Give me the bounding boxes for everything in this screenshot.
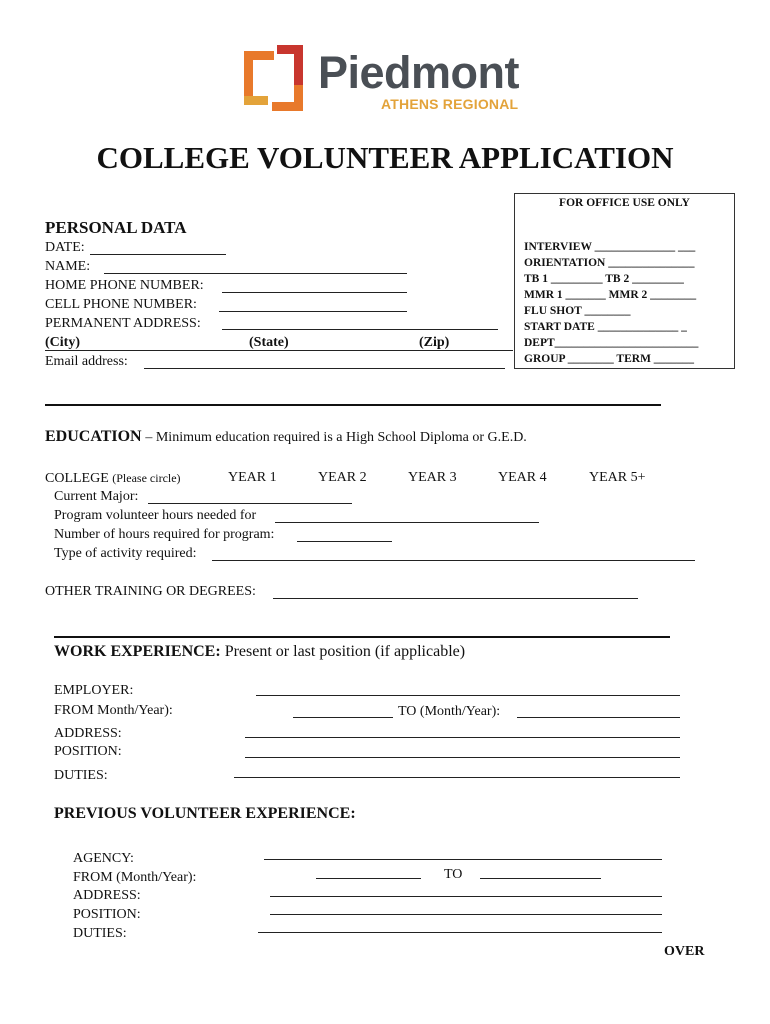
employer-field[interactable]: [256, 695, 680, 696]
work-heading: WORK EXPERIENCE:: [54, 643, 221, 660]
work-note: Present or last position (if applicable): [224, 643, 466, 660]
office-row-flu-shot[interactable]: FLU SHOT ________: [524, 305, 631, 317]
work-address-field[interactable]: [245, 737, 680, 738]
office-use-box: [514, 193, 735, 369]
volunteer-position-label: POSITION:: [73, 907, 141, 922]
year-4-option[interactable]: YEAR 4: [498, 470, 547, 485]
work-position-label: POSITION:: [54, 744, 122, 759]
section-divider: [45, 404, 661, 406]
piedmont-logo-icon: [244, 45, 306, 111]
college-label: COLLEGE: [45, 471, 109, 486]
year-3-option[interactable]: YEAR 3: [408, 470, 457, 485]
email-label: Email address:: [45, 354, 128, 369]
home-phone-label: HOME PHONE NUMBER:: [45, 278, 204, 293]
office-row-orientation[interactable]: ORIENTATION _______________: [524, 257, 695, 269]
volunteer-to-label: TO: [444, 867, 463, 882]
volunteer-heading: PREVIOUS VOLUNTEER EXPERIENCE:: [54, 805, 356, 822]
volunteer-duties-label: DUTIES:: [73, 926, 127, 941]
volunteer-to-field[interactable]: [480, 878, 601, 879]
major-field[interactable]: [148, 503, 352, 504]
volunteer-duties-field[interactable]: [258, 932, 662, 933]
section-divider: [54, 636, 670, 638]
work-duties-label: DUTIES:: [54, 768, 108, 783]
volunteer-address-field[interactable]: [270, 896, 662, 897]
circle-note: (Please circle): [112, 471, 181, 485]
office-use-header: FOR OFFICE USE ONLY: [559, 197, 690, 209]
city-state-zip-field[interactable]: [45, 350, 513, 351]
work-from-label: FROM Month/Year):: [54, 703, 173, 718]
logo-brand-name: Piedmont: [318, 47, 520, 98]
hours-required-field[interactable]: [297, 541, 392, 542]
volunteer-from-field[interactable]: [316, 878, 421, 879]
name-label: NAME:: [45, 259, 91, 274]
over-label: OVER: [664, 944, 705, 959]
agency-label: AGENCY:: [73, 851, 134, 866]
name-field[interactable]: [104, 273, 407, 274]
activity-field[interactable]: [212, 560, 695, 561]
education-heading: EDUCATION: [45, 428, 142, 445]
hours-needed-field[interactable]: [275, 522, 539, 523]
office-row-interview[interactable]: INTERVIEW ______________ ___: [524, 241, 696, 253]
work-heading-line: [54, 642, 465, 662]
volunteer-from-label: FROM (Month/Year):: [73, 870, 197, 885]
volunteer-address-label: ADDRESS:: [73, 888, 141, 903]
year-5-option[interactable]: YEAR 5+: [589, 470, 646, 485]
office-row-mmr[interactable]: MMR 1 _______ MMR 2 ________: [524, 289, 697, 301]
other-training-label: OTHER TRAINING OR DEGREES:: [45, 584, 256, 599]
address-field[interactable]: [222, 329, 498, 330]
address-label: PERMANENT ADDRESS:: [45, 316, 201, 331]
date-label: DATE:: [45, 240, 85, 255]
office-row-start-date[interactable]: START DATE ______________ _: [524, 321, 687, 333]
work-to-field[interactable]: [517, 717, 680, 718]
zip-label: (Zip): [419, 335, 450, 350]
other-training-field[interactable]: [273, 598, 638, 599]
city-label: (City): [45, 335, 80, 350]
state-label: (State): [249, 335, 289, 350]
hours-needed-label: Program volunteer hours needed for: [54, 508, 257, 523]
work-position-field[interactable]: [245, 757, 680, 758]
personal-data-heading: PERSONAL DATA: [45, 218, 187, 237]
home-phone-field[interactable]: [222, 292, 407, 293]
logo-subtitle: ATHENS REGIONAL: [381, 96, 519, 112]
work-duties-field[interactable]: [234, 777, 680, 778]
hours-required-label: Number of hours required for program:: [54, 527, 275, 542]
activity-label: Type of activity required:: [54, 546, 197, 561]
cell-phone-field[interactable]: [219, 311, 407, 312]
date-field[interactable]: [90, 254, 226, 255]
major-label: Current Major:: [54, 489, 139, 504]
work-to-label: TO (Month/Year):: [398, 704, 501, 719]
page-title: COLLEGE VOLUNTEER APPLICATION: [96, 140, 674, 175]
office-row-group-term[interactable]: GROUP ________ TERM _______: [524, 353, 695, 365]
year-1-option[interactable]: YEAR 1: [228, 470, 277, 485]
college-line: [45, 470, 181, 487]
volunteer-position-field[interactable]: [270, 914, 662, 915]
email-field[interactable]: [144, 368, 505, 369]
cell-phone-label: CELL PHONE NUMBER:: [45, 297, 197, 312]
education-heading-line: [45, 428, 527, 447]
year-2-option[interactable]: YEAR 2: [318, 470, 367, 485]
office-row-tb[interactable]: TB 1 _________ TB 2 _________: [524, 273, 684, 285]
work-from-field[interactable]: [293, 717, 393, 718]
education-note: – Minimum education required is a High School Diploma or G.E.D.: [145, 430, 527, 445]
employer-label: EMPLOYER:: [54, 683, 134, 698]
agency-field[interactable]: [264, 859, 662, 860]
work-address-label: ADDRESS:: [54, 726, 122, 741]
office-row-dept[interactable]: DEPT_________________________: [524, 337, 699, 349]
